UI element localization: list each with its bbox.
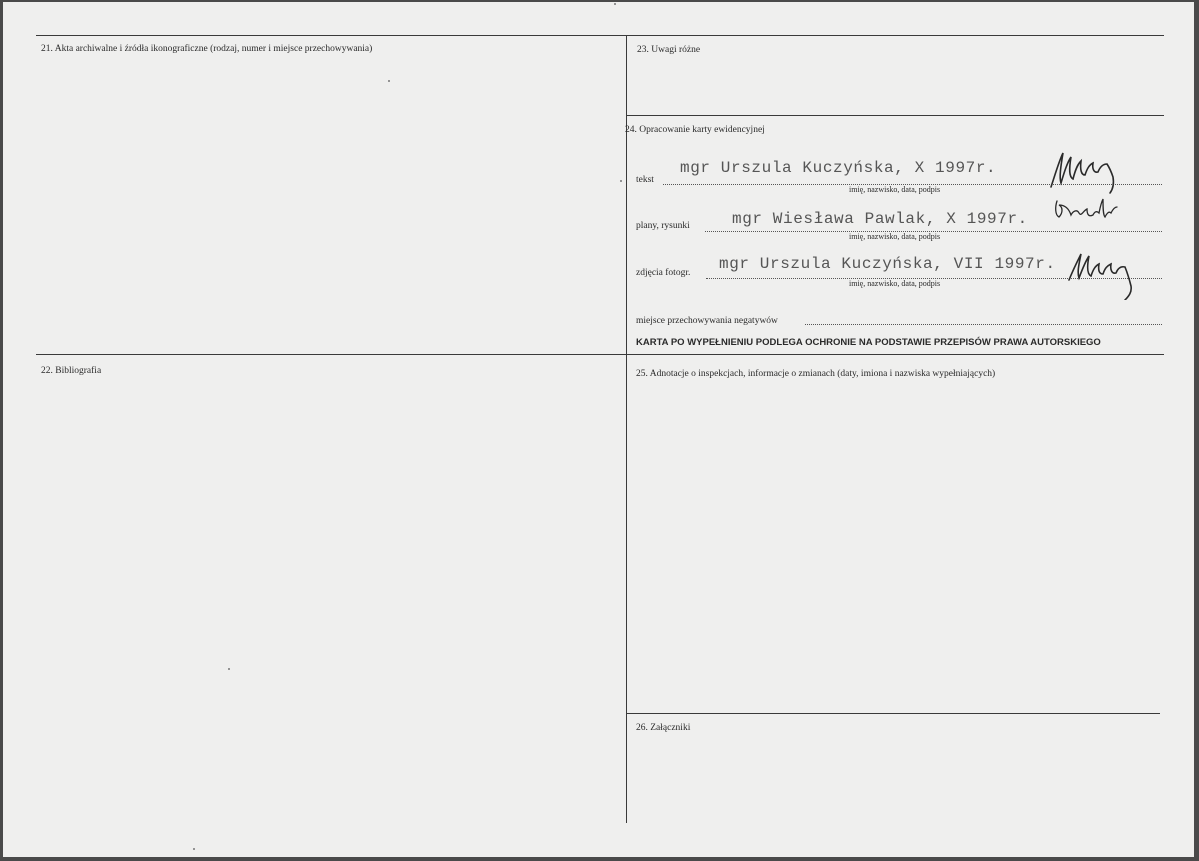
section-26-label: 26. Załączniki xyxy=(636,723,691,733)
typed-entry-plans: mgr Wiesława Pawlak, X 1997r. xyxy=(732,210,1028,228)
field-caption-text: imię, nazwisko, data, podpis xyxy=(849,185,941,194)
divider-25-26 xyxy=(627,713,1160,714)
scan-speck xyxy=(193,848,195,850)
copyright-notice: KARTA PO WYPEŁNIENIU PODLEGA OCHRONIE NA PODSTAWIE PRZEPISÓW PRAWA AUTORSKIEGO xyxy=(636,337,1101,348)
section-25-label: 25. Adnotacje o inspekcjach, informacje o zmianach (daty, imiona i nazwiska wypełniających) xyxy=(636,369,996,379)
section-24-label: 24. Opracowanie karty ewidencyjnej xyxy=(625,125,765,135)
field-caption-plans: imię, nazwisko, data, podpis xyxy=(849,232,941,241)
field-label-photos: zdjęcia fotogr. xyxy=(636,268,691,278)
center-divider xyxy=(626,35,627,823)
scan-speck xyxy=(388,80,390,82)
scan-speck xyxy=(228,668,230,670)
divider-23-24 xyxy=(627,115,1164,116)
section-21-label: 21. Akta archiwalne i źródła ikonograficzne (rodzaj, numer i miejsce przechowywania) xyxy=(41,44,373,54)
signature-plans-author xyxy=(1051,195,1123,225)
field-caption-photos: imię, nazwisko, data, podpis xyxy=(849,279,941,288)
field-label-plans: plany, rysunki xyxy=(636,221,690,231)
typed-entry-text: mgr Urszula Kuczyńska, X 1997r. xyxy=(680,159,997,177)
field-label-text: tekst xyxy=(636,175,654,185)
middle-divider-line xyxy=(36,354,1164,355)
signature-photos-author xyxy=(1067,250,1137,300)
section-22-label: 22. Bibliografia xyxy=(41,366,102,376)
signature-text-author xyxy=(1047,147,1127,195)
record-card xyxy=(3,2,1194,857)
negatives-storage-label: miejsce przechowywania negatywów xyxy=(636,316,778,326)
scan-speck xyxy=(614,3,616,5)
section-23-label: 23. Uwagi różne xyxy=(637,45,701,55)
scan-speck xyxy=(620,180,622,182)
top-border-line xyxy=(36,35,1164,36)
typed-entry-photos: mgr Urszula Kuczyńska, VII 1997r. xyxy=(719,255,1056,273)
negatives-storage-line xyxy=(805,324,1162,325)
